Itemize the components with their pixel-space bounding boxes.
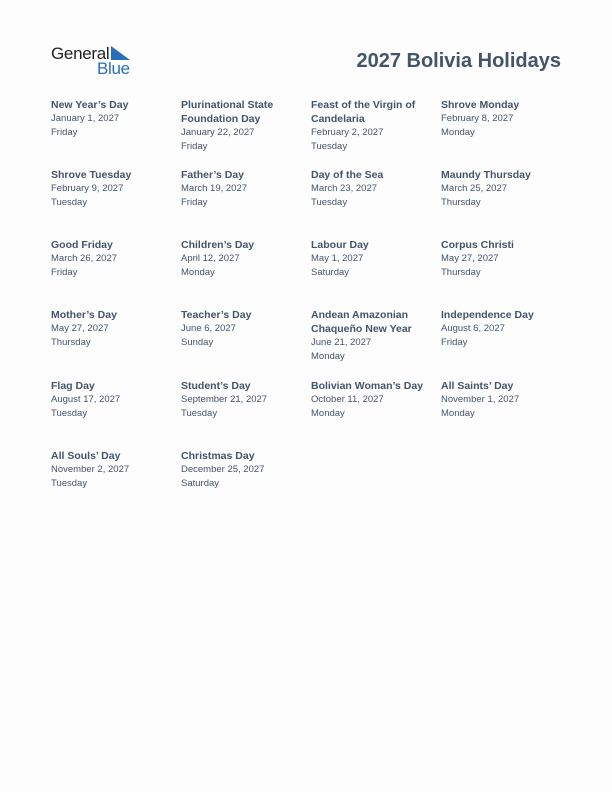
holiday-date: March 26, 2027 xyxy=(51,253,118,264)
holiday-name: Flag Day xyxy=(51,380,95,392)
holiday-name: Day of the Sea xyxy=(311,169,384,181)
holiday-date: June 21, 2027 xyxy=(311,337,372,348)
holiday-date: March 19, 2027 xyxy=(181,183,248,194)
holiday-entry xyxy=(441,308,565,350)
holiday-date: November 2, 2027 xyxy=(51,464,130,475)
holiday-weekday: Tuesday xyxy=(51,197,88,208)
holiday-entry xyxy=(441,238,565,280)
holiday-date: January 1, 2027 xyxy=(51,113,120,124)
holiday-name: Plurinational State Foundation Day xyxy=(181,99,274,125)
holiday-weekday: Friday xyxy=(181,141,208,152)
holiday-date: November 1, 2027 xyxy=(441,394,520,405)
holiday-date: August 17, 2027 xyxy=(51,394,121,405)
holiday-date: October 11, 2027 xyxy=(311,394,384,405)
logo-text-general: General xyxy=(51,44,110,63)
holiday-name: Student’s Day xyxy=(181,380,251,392)
holiday-name: Feast of the Virgin of Candelaria xyxy=(311,99,416,125)
holiday-date: March 25, 2027 xyxy=(441,183,508,194)
holiday-weekday: Tuesday xyxy=(51,408,88,419)
holiday-entry xyxy=(441,168,565,210)
holiday-date: June 6, 2027 xyxy=(181,323,236,334)
holiday-entry xyxy=(441,379,565,421)
holiday-entry xyxy=(181,98,305,154)
holiday-entry xyxy=(441,98,565,140)
holiday-entry xyxy=(311,238,435,280)
generalblue-logo xyxy=(51,44,141,78)
holiday-entry xyxy=(181,449,305,491)
holiday-weekday: Tuesday xyxy=(311,141,348,152)
holiday-weekday: Sunday xyxy=(181,337,214,348)
logo-text-blue: Blue xyxy=(97,59,130,78)
holiday-entry xyxy=(311,308,435,364)
holiday-name: Teacher’s Day xyxy=(181,309,252,321)
holiday-name: Christmas Day xyxy=(181,450,255,462)
logo-triangle-icon xyxy=(111,46,130,60)
holiday-weekday: Saturday xyxy=(311,267,350,278)
holiday-name: Father’s Day xyxy=(181,169,245,181)
holiday-date: May 1, 2027 xyxy=(311,253,364,264)
holiday-weekday: Friday xyxy=(181,197,208,208)
page-title: 2027 Bolivia Holidays xyxy=(356,50,561,72)
holiday-date: February 2, 2027 xyxy=(311,127,384,138)
holiday-name: New Year’s Day xyxy=(51,99,129,111)
holiday-weekday: Tuesday xyxy=(311,197,348,208)
holiday-entry xyxy=(51,238,175,280)
holiday-name: Bolivian Woman’s Day xyxy=(311,380,424,392)
holiday-weekday: Tuesday xyxy=(51,478,88,489)
holiday-name: Andean Amazonian Chaqueño New Year xyxy=(311,309,412,335)
holiday-name: Good Friday xyxy=(51,239,113,251)
holiday-entry xyxy=(311,98,435,154)
holiday-date: January 22, 2027 xyxy=(181,127,255,138)
holiday-weekday: Monday xyxy=(441,408,475,419)
holiday-date: December 25, 2027 xyxy=(181,464,265,475)
holiday-entry xyxy=(51,168,175,210)
holiday-entry xyxy=(181,238,305,280)
holiday-date: February 9, 2027 xyxy=(51,183,124,194)
holiday-entry xyxy=(181,168,305,210)
holiday-weekday: Friday xyxy=(51,127,78,138)
holiday-date: March 23, 2027 xyxy=(311,183,378,194)
holiday-weekday: Thursday xyxy=(51,337,91,348)
holiday-name: All Saints’ Day xyxy=(441,380,514,392)
holiday-weekday: Friday xyxy=(51,267,78,278)
holiday-weekday: Monday xyxy=(441,127,475,138)
holiday-weekday: Saturday xyxy=(181,478,220,489)
holiday-entry xyxy=(51,308,175,350)
holiday-entry xyxy=(181,379,305,421)
holiday-weekday: Friday xyxy=(441,337,468,348)
holiday-entry xyxy=(51,98,175,140)
holiday-weekday: Monday xyxy=(181,267,215,278)
holiday-name: Maundy Thursday xyxy=(441,169,531,181)
holiday-date: September 21, 2027 xyxy=(181,394,268,405)
holiday-name: Mother’s Day xyxy=(51,309,117,321)
holiday-weekday: Thursday xyxy=(441,267,481,278)
holiday-date: August 6, 2027 xyxy=(441,323,505,334)
holiday-weekday: Monday xyxy=(311,408,345,419)
holiday-weekday: Monday xyxy=(311,351,345,362)
holiday-name: Children’s Day xyxy=(181,239,255,251)
holiday-entry xyxy=(181,308,305,350)
holiday-date: May 27, 2027 xyxy=(51,323,109,334)
holiday-entry xyxy=(311,379,435,421)
holiday-name: Shrove Tuesday xyxy=(51,169,132,181)
holiday-name: All Souls’ Day xyxy=(51,450,121,462)
holiday-weekday: Thursday xyxy=(441,197,481,208)
holiday-name: Corpus Christi xyxy=(441,239,514,251)
holiday-name: Independence Day xyxy=(441,309,534,321)
holiday-date: May 27, 2027 xyxy=(441,253,499,264)
holiday-date: February 8, 2027 xyxy=(441,113,514,124)
holiday-entry xyxy=(51,379,175,421)
holiday-date: April 12, 2027 xyxy=(181,253,240,264)
holiday-name: Shrove Monday xyxy=(441,99,520,111)
holiday-weekday: Tuesday xyxy=(181,408,218,419)
holiday-entry xyxy=(51,449,175,491)
holiday-entry xyxy=(311,168,435,210)
holiday-name: Labour Day xyxy=(311,239,369,251)
